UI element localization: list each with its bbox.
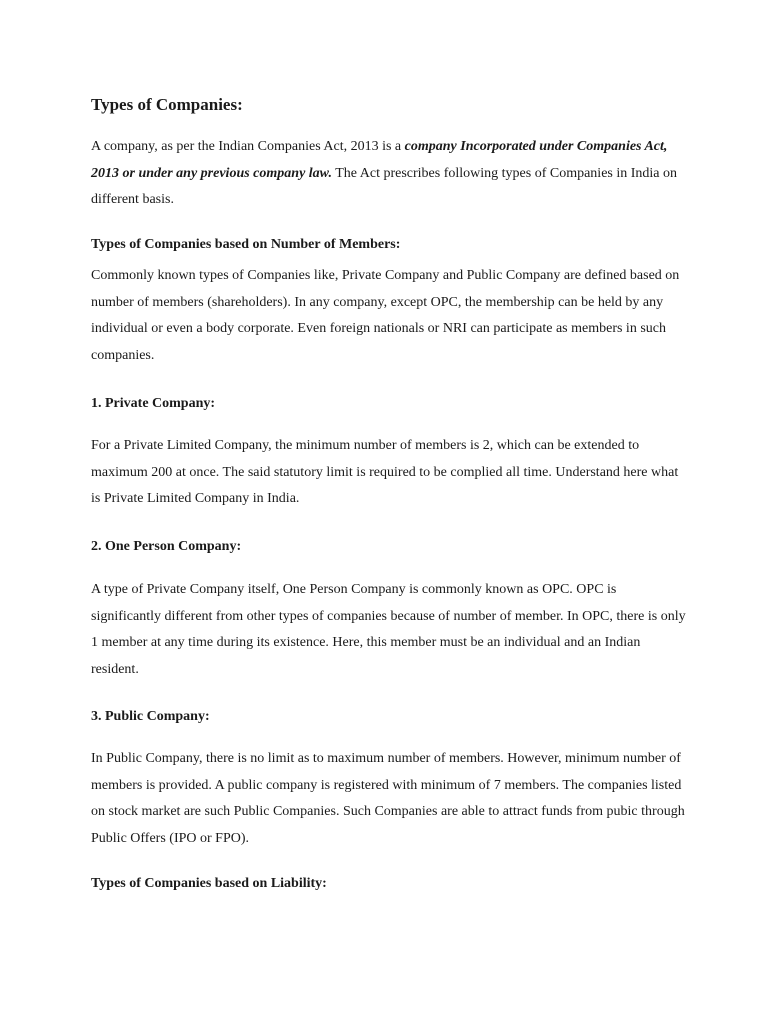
intro-text-after: The Act prescribes following types of Companies in India on different basis. [91,165,678,208]
section-members-paragraph: Commonly known types of Companies like, Private Company and Public Company are defined based on number of members (shareholders). In any company, except OPC, the membership can be held by any individual or even a body corporate. Even foreign nationals or NRI can participate as members in such companies. [91,268,680,363]
page-title: Types of Companies: [91,95,243,114]
public-company-paragraph: In Public Company, there is no limit as to maximum number of members. However, minimum number of members is provided. A public company is registered with minimum of 7 members. The companies listed on stock market are such Public Companies. Such Companies are able to attract funds from pubic through Public Offers (IPO or FPO). [91,751,685,846]
section-heading-liability: Types of Companies based on Liability: [91,876,327,891]
private-company-paragraph: For a Private Limited Company, the minimum number of members is 2, which can be extended to maximum 200 at once. The said statutory limit is required to be complied all time. Understand here what is Private Limited Company in India. [91,438,679,507]
public-company-heading: 3. Public Company: [91,709,210,724]
intro-emphasis: company Incorporated under Companies Act, 2013 or under any previous company law. [91,139,668,181]
private-company-heading: 1. Private Company: [91,396,216,411]
one-person-company-paragraph: A type of Private Company itself, One Person Company is commonly known as OPC. OPC is significantly different from other types of companies because of number of member. In OPC, there is only 1 member at any time during its existence. Here, this member must be an individual and an Indian resident. [91,582,686,677]
intro-paragraph [91,134,686,214]
section-heading-members: Types of Companies based on Number of Members: [91,237,401,252]
intro-text-before: A company, as per the Indian Companies Act, 2013 is a [91,139,405,154]
one-person-company-heading: 2. One Person Company: [91,539,242,554]
